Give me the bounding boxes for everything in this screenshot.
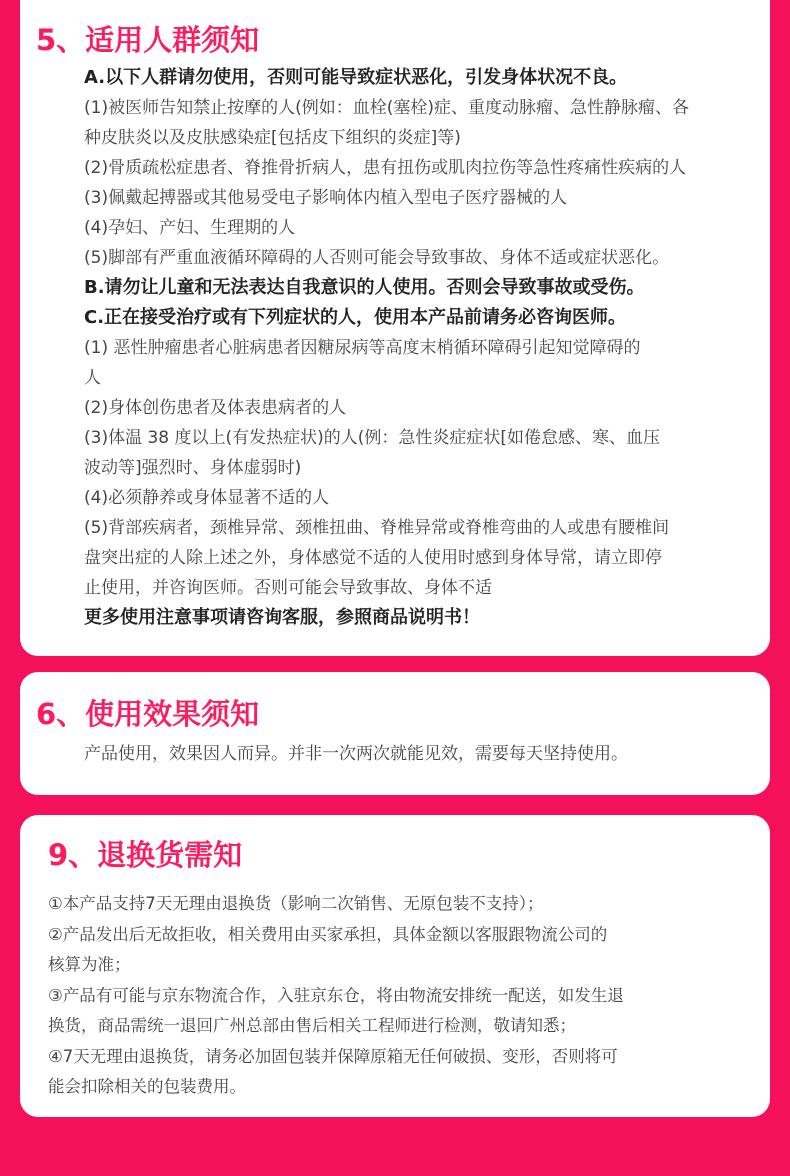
section-5-c-line: (3)体温 38 度以上(有发热症状)的人(例：急性炎症症状[如倦怠感、寒、血压 <box>84 428 661 448</box>
section-5-c-line: (1) 恶性肿瘤患者心脏病患者因糖尿病等高度末梢循环障碍引起知觉障碍的 <box>84 338 641 358</box>
section-5-card <box>20 0 770 656</box>
section-5-b-heading: B.请勿让儿童和无法表达自我意识的人使用。否则会导致事故或受伤。 <box>84 277 645 298</box>
section-9-card <box>20 815 770 1117</box>
section-9-line: 换货，商品需统一退回广州总部由售后相关工程师进行检测，敬请知悉； <box>48 1016 576 1035</box>
section-5-a-heading: A.以下人群请勿使用，否则可能导致症状恶化，引发身体状况不良。 <box>84 67 628 88</box>
section-9-line: 核算为准； <box>48 955 131 974</box>
section-5-c-line: (2)身体创伤患者及体表患病者的人 <box>84 398 347 418</box>
section-9-line: ②产品发出后无故拒收，相关费用由买家承担，具体金额以客服跟物流公司的 <box>48 924 608 944</box>
section-9-line: ③产品有可能与京东物流合作，入驻京东仓，将由物流安排统一配送，如发生退 <box>48 985 624 1005</box>
section-5-c-line: 盘突出症的人除上述之外，身体感觉不适的人使用时感到身体导常，请立即停 <box>84 548 662 568</box>
section-9-title: 9、退换货需知 <box>48 838 243 872</box>
section-5-c-line: 波动等]强烈时、身体虚弱时) <box>84 458 302 478</box>
section-9-line: ①本产品支持7天无理由退换货（影响二次销售、无原包装不支持）； <box>48 894 544 913</box>
section-5-a-line: (2)骨质疏松症患者、脊推骨折病人，患有扭伤或肌肉拉伤等急性疼痛性疾病的人 <box>84 158 687 178</box>
section-9-line: 能会扣除相关的包装费用。 <box>48 1077 246 1096</box>
section-6-title: 6、使用效果须知 <box>36 697 260 731</box>
section-5-a-line: (1)被医师告知禁止按摩的人(例如：血栓(塞栓)症、重度动脉瘤、急性静脉瘤、各 <box>84 98 689 118</box>
section-5-c-line: (4)必须静养或身体显著不适的人 <box>84 488 330 508</box>
section-5-a-line: 种皮肤炎以及皮肤感染症[包括皮下组织的炎症]等) <box>84 128 461 148</box>
section-5-a-line: (4)孕妇、产妇、生理期的人 <box>84 218 296 238</box>
section-5-c-line: (5)背部疾病者，颈椎异常、颈椎扭曲、脊椎异常或脊椎弯曲的人或患有腰椎间 <box>84 518 670 538</box>
section-5-c-line: 人 <box>84 368 101 388</box>
section-5-footer-note: 更多使用注意事项请咨询客服，参照商品说明书！ <box>84 607 480 628</box>
section-5-title: 5、适用人群须知 <box>36 23 260 57</box>
section-5-a-line: (3)佩戴起搏器或其他易受电子影响体内植入型电子医疗器械的人 <box>84 188 568 208</box>
section-5-c-line: 止使用，并咨询医师。否则可能会导致事故、身体不适 <box>84 578 492 598</box>
section-5-c-heading: C.正在接受治疗或有下列症状的人，使用本产品前请务必咨询医师。 <box>84 307 627 328</box>
section-5-a-line: (5)脚部有严重血液循环障碍的人否则可能会导致事故、身体不适或症状恶化。 <box>84 248 670 268</box>
section-9-line: ④7天无理由退换货，请务必加固包装并保障原箱无任何破损、变形，否则将可 <box>48 1046 618 1066</box>
section-6-card <box>20 672 770 795</box>
section-6-text: 产品使用，效果因人而异。并非一次两次就能见效，需要每天坚持使用。 <box>84 744 628 764</box>
